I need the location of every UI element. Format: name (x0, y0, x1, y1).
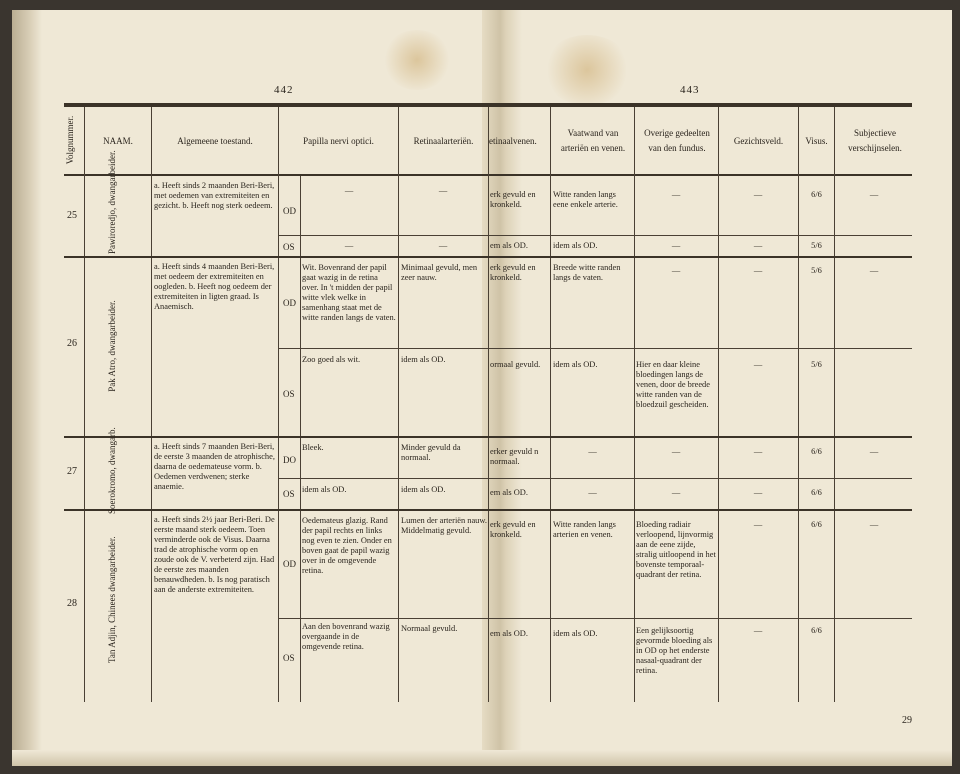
visus-value: 6/6 (811, 447, 822, 456)
subjectieve-value: — (869, 266, 879, 275)
overige-value: — (671, 447, 681, 456)
papilla-value: — (344, 241, 354, 250)
case-number: 25 (67, 210, 77, 221)
vaatwand-value: idem als OD. (553, 360, 598, 369)
arterien-value: Minder gevuld da normaal. (401, 443, 461, 462)
header-naam: NAAM. (103, 135, 133, 146)
subjectieve-value: — (869, 447, 879, 456)
overige-value: Hier en daar kleine bloedingen langs de venen, door de breede witte randen van de bloedzuil gescheiden. (636, 360, 710, 409)
column-divider (718, 107, 719, 702)
vaatwand-value: idem als OD. (553, 241, 598, 250)
overige-value: — (671, 488, 681, 497)
header-gezichtsveld: Gezichtsveld. (733, 135, 784, 146)
papilla-value: Zoo goed als wit. (302, 355, 361, 364)
gezichtsveld-value: — (753, 447, 763, 456)
vaatwand-value: Witte randen langs arterien en venen. (553, 520, 616, 539)
vaatwand-value: — (588, 447, 597, 456)
eye-label: OD (283, 298, 296, 308)
patient-name: Tan Adjin, Chinees dwangarbeider. (107, 536, 117, 663)
papilla-value: — (344, 186, 354, 195)
venen-value: em als OD. (490, 488, 528, 497)
case-number: 28 (67, 598, 77, 609)
overige-value: — (671, 241, 681, 250)
papilla-value: idem als OD. (302, 485, 347, 494)
eye-label: OD (283, 559, 296, 569)
venen-value: erk gevuld en kronkeld. (490, 520, 536, 539)
header-overige: Overige gedeelten van den fundus. (644, 128, 710, 153)
column-divider (634, 107, 635, 702)
papilla-value: Aan den bovenrand wazig overgaande in de omgevende retina. (302, 622, 390, 651)
eye-label: OS (283, 489, 295, 499)
vaatwand-value: Breede witte randen langs de vaten. (553, 263, 621, 282)
column-divider (550, 107, 551, 702)
subjectieve-value: — (869, 190, 879, 199)
general-condition: a. Heeft sinds 4 maanden Beri-Beri, met oedeem der extremiteiten en oogleden. b. Heeft nog oedeem der extremiteiten in ligten graad. Is Anaemisch. (154, 262, 275, 311)
venen-value: erker gevuld n normaal. (490, 447, 539, 466)
gezichtsveld-value: — (753, 190, 763, 199)
case-number: 26 (67, 338, 77, 349)
column-divider (278, 107, 279, 702)
gezichtsveld-value: — (753, 626, 763, 635)
header-retinaal-arterien: Retinaalarteriën. (413, 135, 474, 146)
eye-label: OD (283, 206, 296, 216)
papilla-value: Wit. Bovenrand der papil gaat wazig in de retina over. In 't midden der papil witte vlek welke in samenhang staat met de witte randen langs de vaten. (302, 263, 396, 322)
column-divider (798, 107, 799, 702)
eye-row-rule (278, 348, 912, 349)
visus-value: 6/6 (811, 488, 822, 497)
case-number: 27 (67, 466, 77, 477)
arterien-value: — (438, 186, 448, 195)
overige-value: Een gelijksoortig gevormde bloeding als in OD op het enderste nasaal-quadrant der retina. (636, 626, 713, 675)
vaatwand-value: idem als OD. (553, 629, 598, 638)
arterien-value: Minimaal gevuld, men zeer nauw. (401, 263, 478, 282)
column-divider (488, 107, 489, 702)
corner-number: 29 (902, 715, 912, 726)
gezichtsveld-value: — (753, 266, 763, 275)
venen-value: em als OD. (490, 241, 528, 250)
papilla-value: Bleek. (302, 443, 324, 452)
vaatwand-value: Witte randen langs eene enkele arterie. (553, 190, 618, 209)
patient-name: Soerokromo, dwangarb. (107, 427, 117, 514)
vaatwand-value: — (588, 488, 597, 497)
header-vaatwand: Vaatwand van arteriën en venen. (560, 128, 626, 153)
case-rule (64, 509, 912, 511)
case-rule (64, 436, 912, 438)
page-number-right: 443 (680, 84, 700, 96)
header-volgnummer: Volgnummer. (65, 115, 75, 165)
column-divider (834, 107, 835, 702)
column-divider (398, 107, 399, 702)
gezichtsveld-value: — (753, 520, 763, 529)
eye-row-rule (278, 618, 912, 619)
header-visus: Visus. (805, 135, 828, 146)
header-subjectieve: Subjectieve verschijnselen. (848, 128, 902, 153)
eye-label: OS (283, 389, 295, 399)
column-divider (84, 107, 85, 702)
header-retinaal-venen: etinaalvenen. (489, 135, 537, 146)
book-spread (12, 10, 952, 766)
venen-value: erk gevuld en kronkeld. (490, 190, 536, 209)
paper-stain (542, 35, 632, 105)
subjectieve-value: — (869, 520, 879, 529)
arterien-value: — (438, 241, 448, 250)
visus-value: 5/6 (811, 360, 822, 369)
gezichtsveld-value: — (753, 360, 763, 369)
eye-label: DO (283, 455, 296, 465)
overige-value: — (671, 190, 681, 199)
arterien-value: idem als OD. (401, 485, 446, 494)
venen-value: ormaal gevuld. (490, 360, 541, 369)
overige-value: Bloeding radiair verloopend, lijnvormig aan de eene zijde, stralig uitloopend in het bovenste temporaal-quadrant der retina. (636, 520, 716, 579)
gezichtsveld-value: — (753, 488, 763, 497)
papilla-value: Oedemateus glazig. Rand der papil rechts en links nog even te zien. Onder en boven gaat de papil wazig over in de omgevende retina. (302, 516, 392, 575)
general-condition: a. Heeft sinds 7 maanden Beri-Beri, de eerste 3 maanden de atrophische, daarna de oedemateuse vorm. b. Oedemen verdwenen; sterke anaemie. (154, 442, 275, 491)
paper-stain (382, 30, 452, 90)
visus-value: 6/6 (811, 520, 822, 529)
visus-value: 6/6 (811, 626, 822, 635)
general-condition: a. Heeft sinds 2 maanden Beri-Beri, met oedemen van extremiteiten en gezicht. b. Heeft nog sterk oedeem. (154, 181, 275, 210)
eye-label: OS (283, 242, 295, 252)
arterien-value: idem als OD. (401, 355, 446, 364)
venen-value: erk gevuld en kronkeld. (490, 263, 536, 282)
arterien-value: Lumen der arteriën nauw. Middelmatig gevuld. (401, 516, 487, 535)
patient-name: Pak Atro, dwangarbeider. (107, 300, 117, 392)
visus-value: 5/6 (811, 266, 822, 275)
page-number-left: 442 (274, 84, 294, 96)
header-algemeene: Algemeene toestand. (177, 135, 253, 146)
arterien-value: Normaal gevuld. (401, 624, 458, 633)
page-edge-bottom (12, 750, 952, 766)
venen-value: em als OD. (490, 629, 528, 638)
page-edge (12, 10, 42, 766)
patient-name: Pawiroredjo, dwangarbeider. (107, 150, 117, 254)
overige-value: — (671, 266, 681, 275)
header-papilla: Papilla nervi optici. (303, 135, 374, 146)
visus-value: 6/6 (811, 190, 822, 199)
column-divider (300, 176, 301, 702)
eye-row-rule (278, 235, 912, 236)
eye-label: OS (283, 653, 295, 663)
general-condition: a. Heeft sinds 2½ jaar Beri-Beri. De eerste maand sterk oedeem. Toen verminderde ook de Visus. Daarna trad de atrophische vorm op en zoude ook de V. verbeterd zijn. Had de eerste zes maanden benauwdheden. b. Is nog paratisch aan de anderste extremiteiten. (154, 515, 275, 594)
column-divider (151, 107, 152, 702)
eye-row-rule (278, 478, 912, 479)
gezichtsveld-value: — (753, 241, 763, 250)
case-rule (64, 256, 912, 258)
visus-value: 5/6 (811, 241, 822, 250)
